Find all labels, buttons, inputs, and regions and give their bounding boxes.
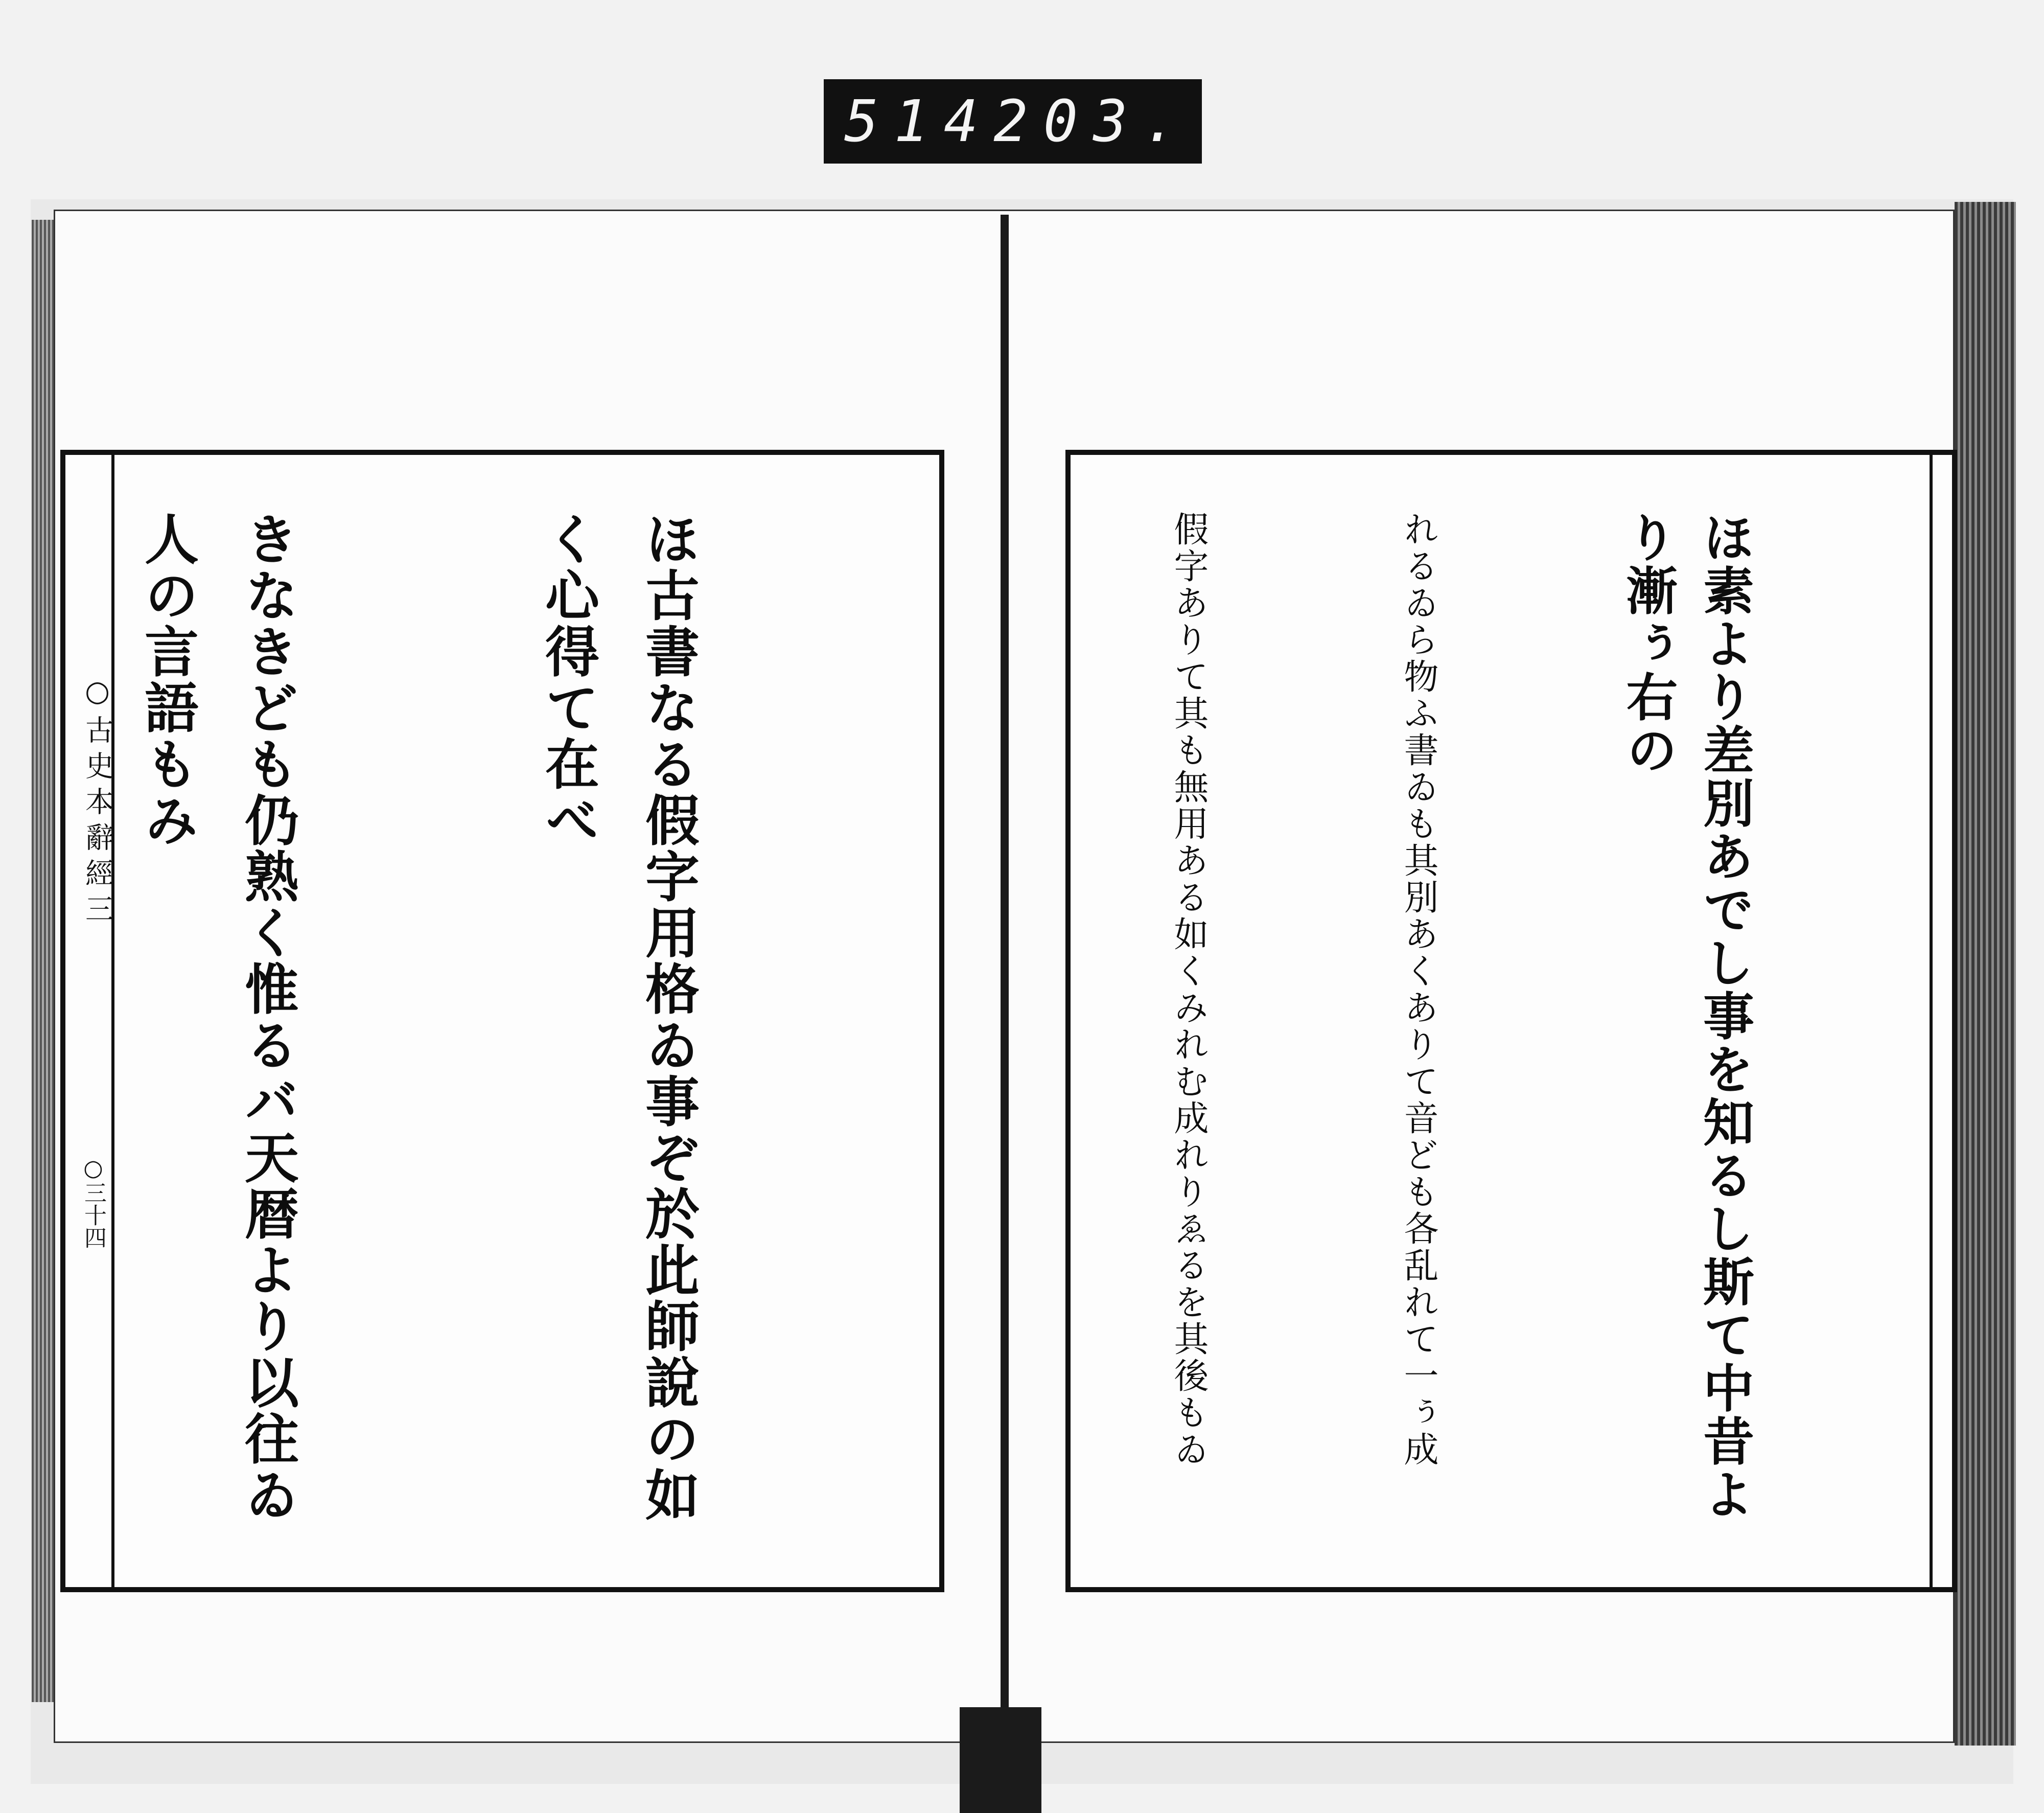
right-margin-rule xyxy=(1930,455,1933,1587)
page-folio: ○三十四 xyxy=(80,1155,106,1249)
binding-shadow xyxy=(960,1707,1041,1813)
left-margin-rule xyxy=(111,455,114,1587)
film-number-right: 203. xyxy=(993,88,1193,155)
page-edges-right xyxy=(1955,202,2016,1746)
text-column-note: れるゐら物ふ書ゐも其別あくありて音ども各乱れて一ぅ成 xyxy=(1398,511,1438,1468)
text-column: きなきども仍熟く惟るバ天暦より以往ゐ人の言語もみ xyxy=(136,511,300,1523)
left-page-frame xyxy=(60,450,944,1592)
book-gutter xyxy=(1001,215,1009,1743)
page-edges-left xyxy=(32,220,56,1702)
film-number-left: 514 xyxy=(844,88,994,155)
right-page-text xyxy=(1091,511,1916,1551)
film-frame-number xyxy=(824,79,1202,164)
running-title: ○古史本辭經三 xyxy=(81,675,114,930)
text-column: ほ素より差別あでし事を知るし斯て中昔より漸ぅ右の xyxy=(1618,511,1755,1521)
left-page-text xyxy=(127,511,919,1551)
right-page-frame xyxy=(1065,450,1957,1592)
text-column-note: 假字ありて其も無用ある如くみれむ成れりゑるを其後もゐ xyxy=(1168,511,1209,1468)
text-column: ほ古書なる假字用格ゐ事ぞ於此師說の如く心得て在べ xyxy=(537,511,701,1523)
